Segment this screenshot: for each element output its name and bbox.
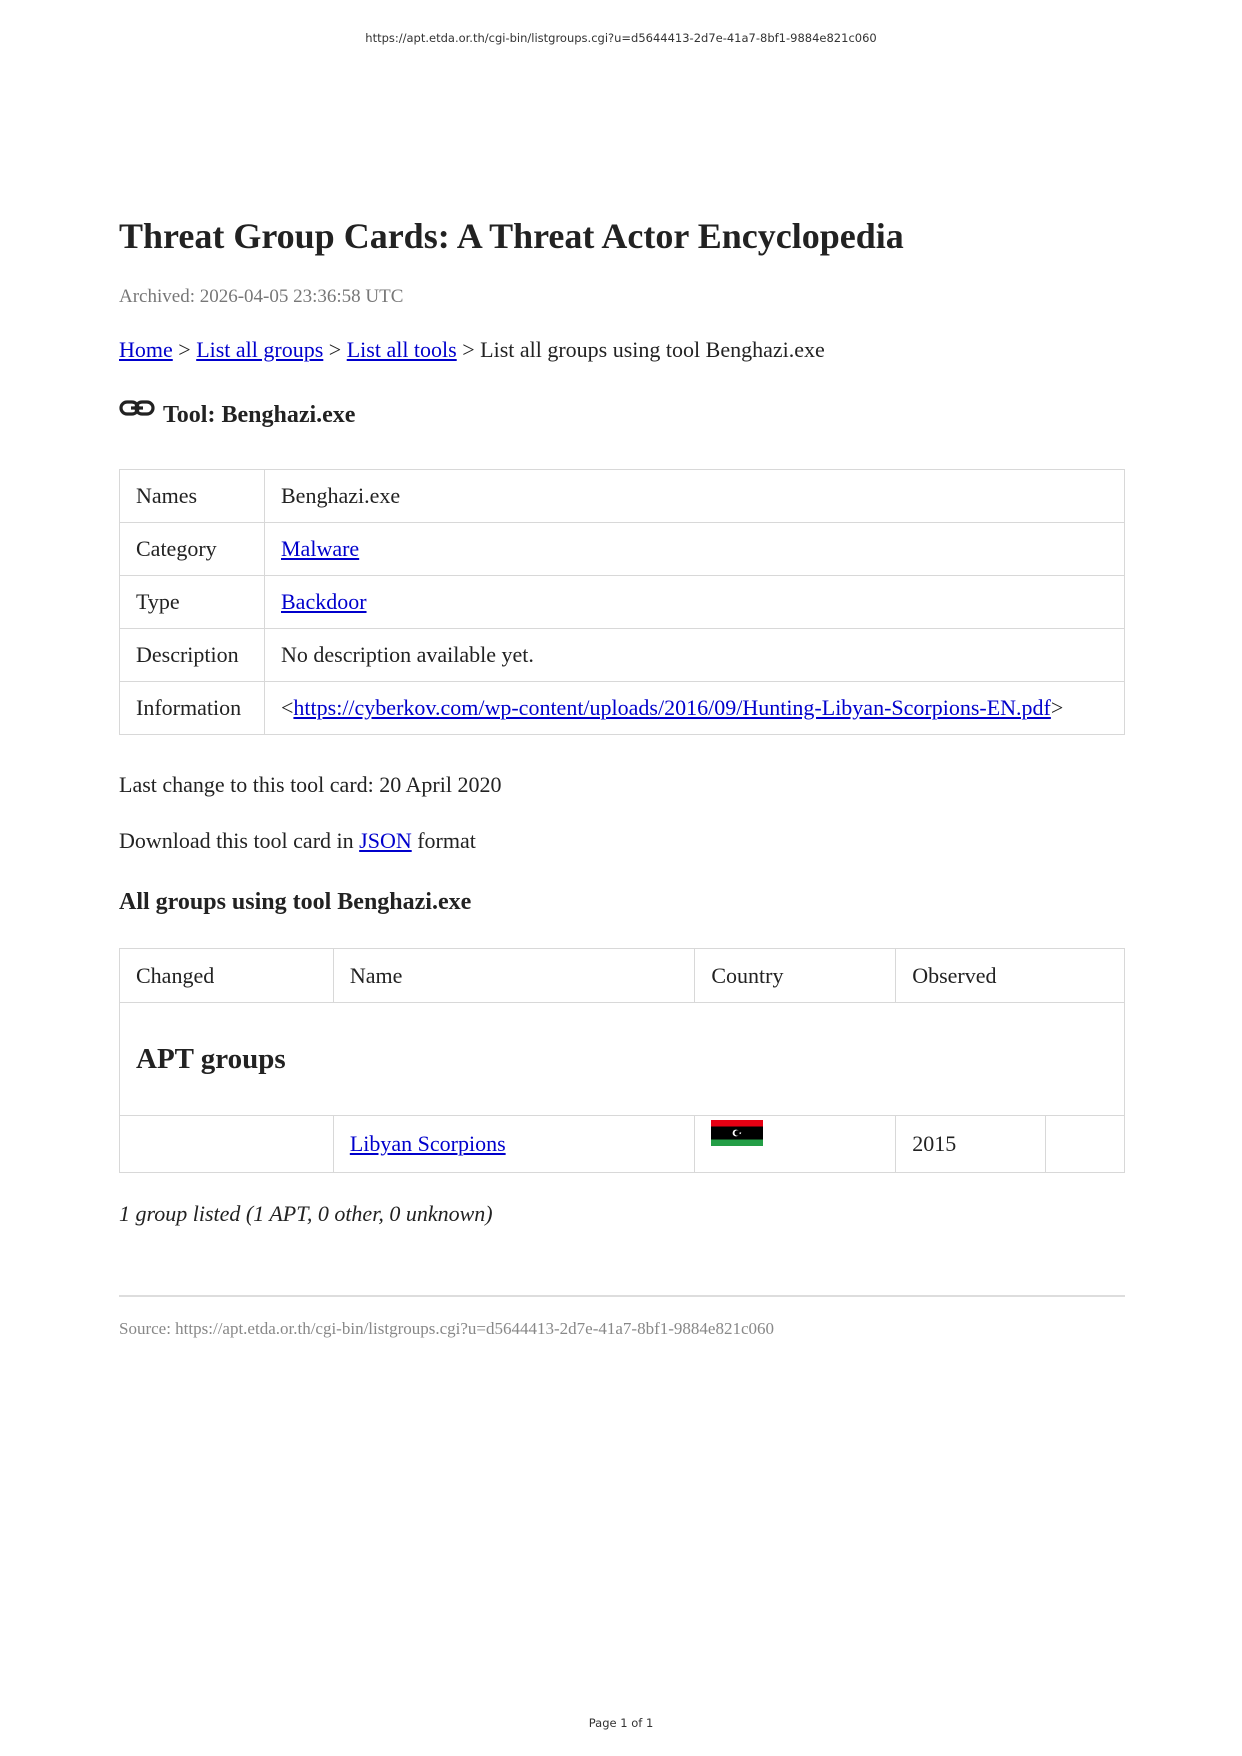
- table-row: [120, 576, 1125, 629]
- page-number: Page 1 of 1: [588, 1716, 654, 1730]
- column-header-name: Name: [333, 949, 695, 1003]
- download-line: [119, 828, 476, 854]
- table-header-row: [120, 949, 1125, 1003]
- description-label: Description: [120, 629, 265, 682]
- download-suffix: format: [417, 828, 476, 853]
- description-value: No description available yet.: [265, 629, 1125, 682]
- groups-table: [119, 948, 1125, 1173]
- tool-info-table: [119, 469, 1125, 735]
- breadcrumb: [119, 337, 825, 363]
- page-title: Threat Group Cards: A Threat Actor Encyclopedia: [119, 216, 904, 256]
- type-link[interactable]: Backdoor: [281, 589, 367, 614]
- group-link-libyan-scorpions[interactable]: Libyan Scorpions: [349, 1131, 506, 1156]
- table-row: [120, 470, 1125, 523]
- breadcrumb-tools-link[interactable]: List all tools: [346, 337, 457, 362]
- archived-timestamp: Archived: 2026-04-05 23:36:58 UTC: [119, 286, 404, 307]
- type-cell: [265, 576, 1125, 629]
- information-link[interactable]: https://cyberkov.com/wp-content/uploads/2016/09/Hunting-Libyan-Scorpions-EN.pdf: [293, 695, 1051, 720]
- apt-groups-section-title: APT groups: [120, 1003, 1125, 1116]
- extra-cell: [1046, 1116, 1125, 1173]
- table-row: [120, 629, 1125, 682]
- libya-flag-icon: [711, 1120, 763, 1146]
- category-cell: [265, 523, 1125, 576]
- json-download-link[interactable]: JSON: [359, 828, 412, 853]
- breadcrumb-separator: >: [178, 337, 191, 362]
- source-url: Source: https://apt.etda.or.th/cgi-bin/listgroups.cgi?u=d5644413-2d7e-41a7-8bf1-9884e821c060: [119, 1319, 774, 1338]
- information-cell: [265, 682, 1125, 735]
- names-label: Names: [120, 470, 265, 523]
- groups-summary: 1 group listed (1 APT, 0 other, 0 unknown): [119, 1201, 493, 1226]
- column-header-changed: Changed: [120, 949, 334, 1003]
- type-label: Type: [120, 576, 265, 629]
- section-row: [120, 1003, 1125, 1116]
- angle-open: <: [281, 695, 294, 720]
- column-header-observed: Observed: [896, 949, 1125, 1003]
- changed-cell: [120, 1116, 334, 1173]
- divider: [119, 1295, 1125, 1297]
- angle-close: >: [1050, 695, 1064, 720]
- country-cell: [695, 1116, 896, 1173]
- observed-cell: 2015: [896, 1116, 1046, 1173]
- table-row: [120, 682, 1125, 735]
- information-label: Information: [120, 682, 265, 735]
- groups-heading: All groups using tool Benghazi.exe: [119, 889, 472, 915]
- breadcrumb-current: List all groups using tool Benghazi.exe: [480, 337, 825, 362]
- name-cell: [333, 1116, 695, 1173]
- table-row: [120, 1116, 1125, 1173]
- print-header-url: https://apt.etda.or.th/cgi-bin/listgroups.cgi?u=d5644413-2d7e-41a7-8bf1-9884e821c060: [365, 31, 877, 45]
- category-label: Category: [120, 523, 265, 576]
- table-row: [120, 523, 1125, 576]
- breadcrumb-home-link[interactable]: Home: [119, 337, 173, 362]
- download-prefix: Download this tool card in: [119, 828, 354, 853]
- names-value: Benghazi.exe: [265, 470, 1125, 523]
- column-header-country: Country: [695, 949, 896, 1003]
- breadcrumb-groups-link[interactable]: List all groups: [196, 337, 324, 362]
- category-link[interactable]: Malware: [281, 536, 360, 561]
- breadcrumb-separator: >: [328, 337, 342, 362]
- tool-heading-text: Tool: Benghazi.exe: [163, 402, 356, 428]
- tool-heading: [119, 402, 355, 429]
- link-icon: [119, 395, 155, 421]
- last-change-text: Last change to this tool card: 20 April 2020: [119, 772, 502, 797]
- breadcrumb-separator: >: [462, 337, 475, 362]
